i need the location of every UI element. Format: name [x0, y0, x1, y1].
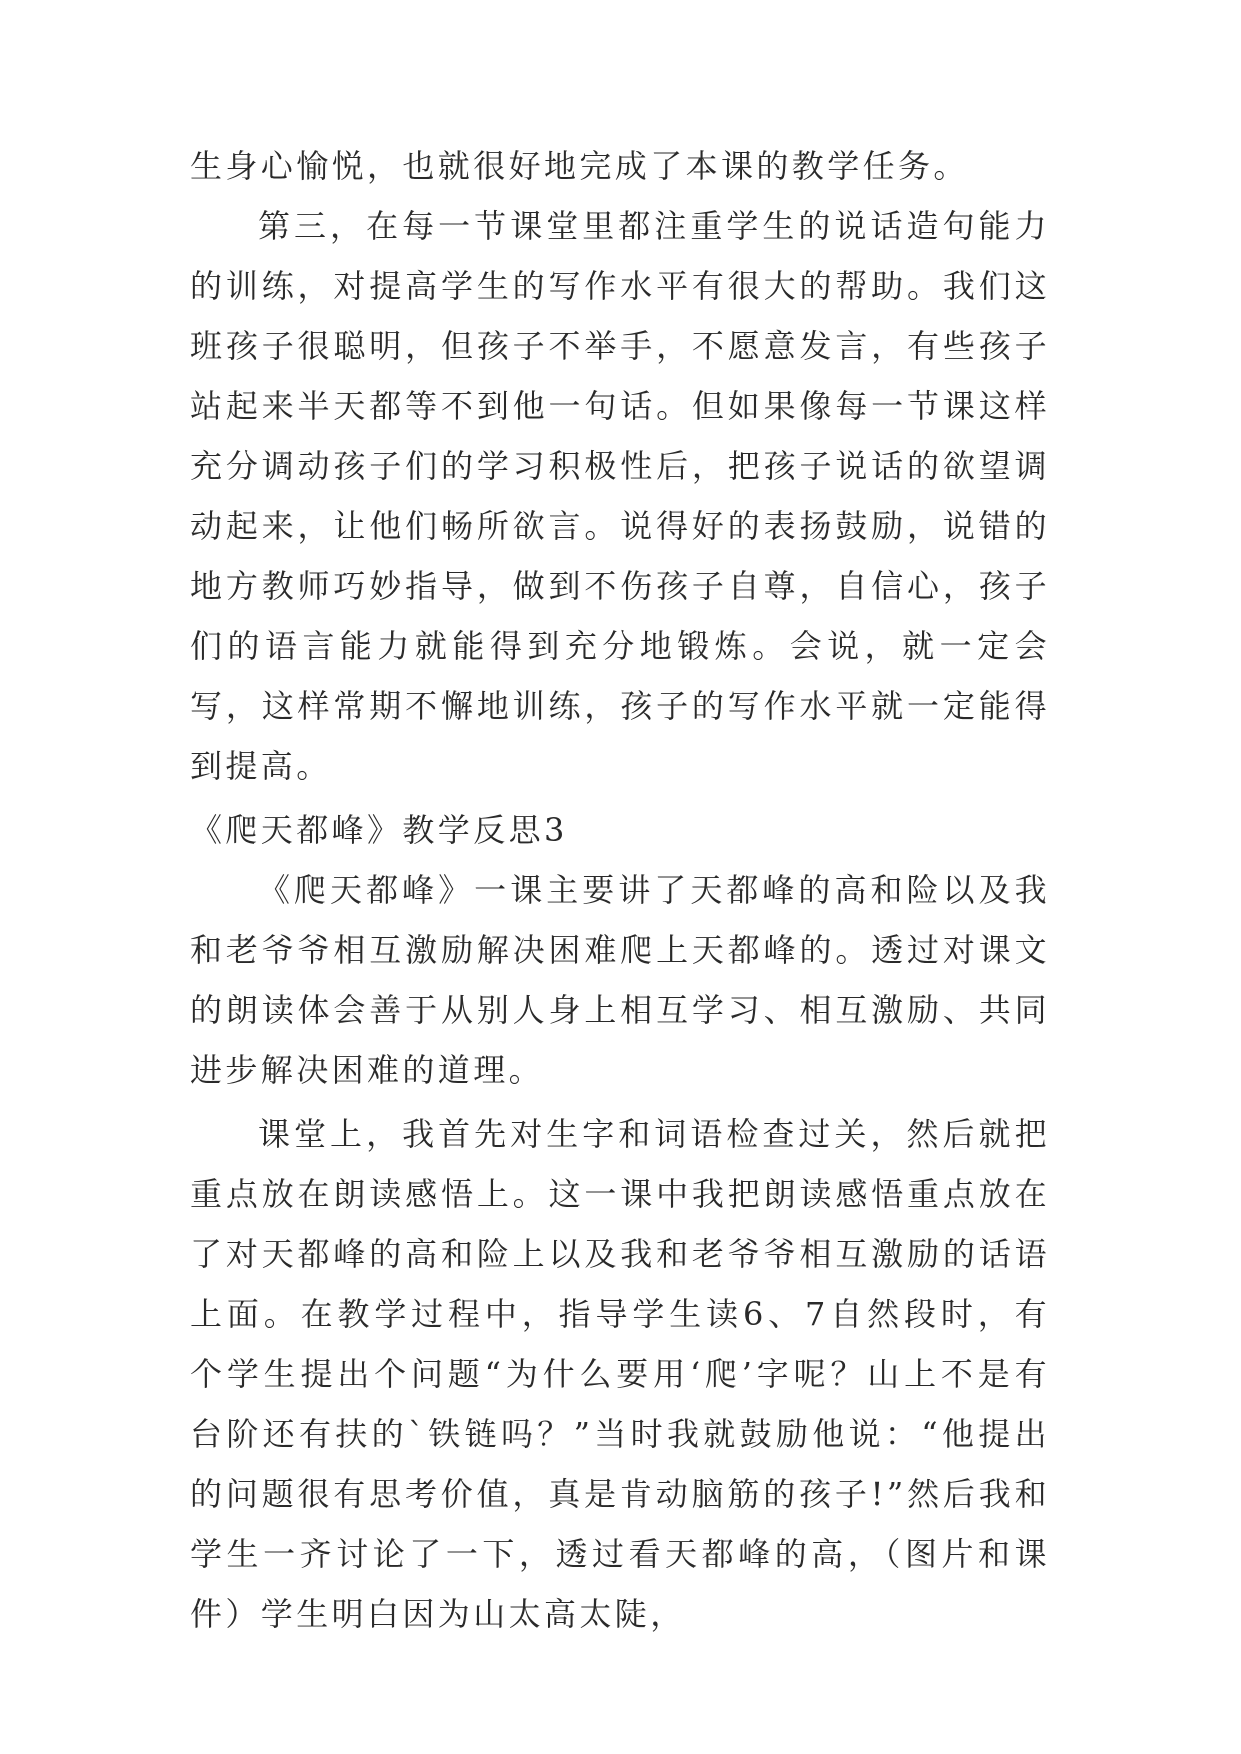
paragraph-third: 第三，在每一节课堂里都注重学生的说话造句能力的训练，对提高学生的写作水平有很大的帮助。我们这班孩子很聪明，但孩子不举手，不愿意发言，有些孩子站起来半天都等不到他一句话。但如果像每一节课这样充分调动孩子们的学习积极性后，把孩子说话的欲望调动起来，让他们畅所欲言。说得好的表扬鼓励，说错的地方教师巧妙指导，做到不伤孩子自尊，自信心，孩子们的语言能力就能得到充分地锻炼。会说，就一定会写，这样常期不懈地训练，孩子的写作水平就一定能得到提高。 [190, 207, 1050, 785]
continuation-paragraph: 生身心愉悦，也就很好地完成了本课的教学任务。 [190, 147, 969, 185]
section-intro-paragraph: 《爬天都峰》一课主要讲了天都峰的高和险以及我和老爷爷相互激励解决困难爬上天都峰的。透过对课文的朗读体会善于从别人身上相互学习、相互激励、共同进步解决困难的道理。 [190, 871, 1050, 1089]
section-body-paragraph: 课堂上，我首先对生字和词语检查过关，然后就把重点放在朗读感悟上。这一课中我把朗读感悟重点放在了对天都峰的高和险上以及我和老爷爷相互激励的话语上面。在教学过程中，指导学生读6、7自然段时，有个学生提出个问题“为什么要用‘爬’字呢？山上不是有台阶还有扶的`铁链吗？”当时我就鼓励他说：“他提出的问题很有思考价值，真是肯动脑筋的孩子!”然后我和学生一齐讨论了一下，透过看天都峰的高，（图片和课件）学生明白因为山太高太陡， [190, 1115, 1050, 1633]
section-heading: 《爬天都峰》教学反思3 [190, 811, 568, 849]
